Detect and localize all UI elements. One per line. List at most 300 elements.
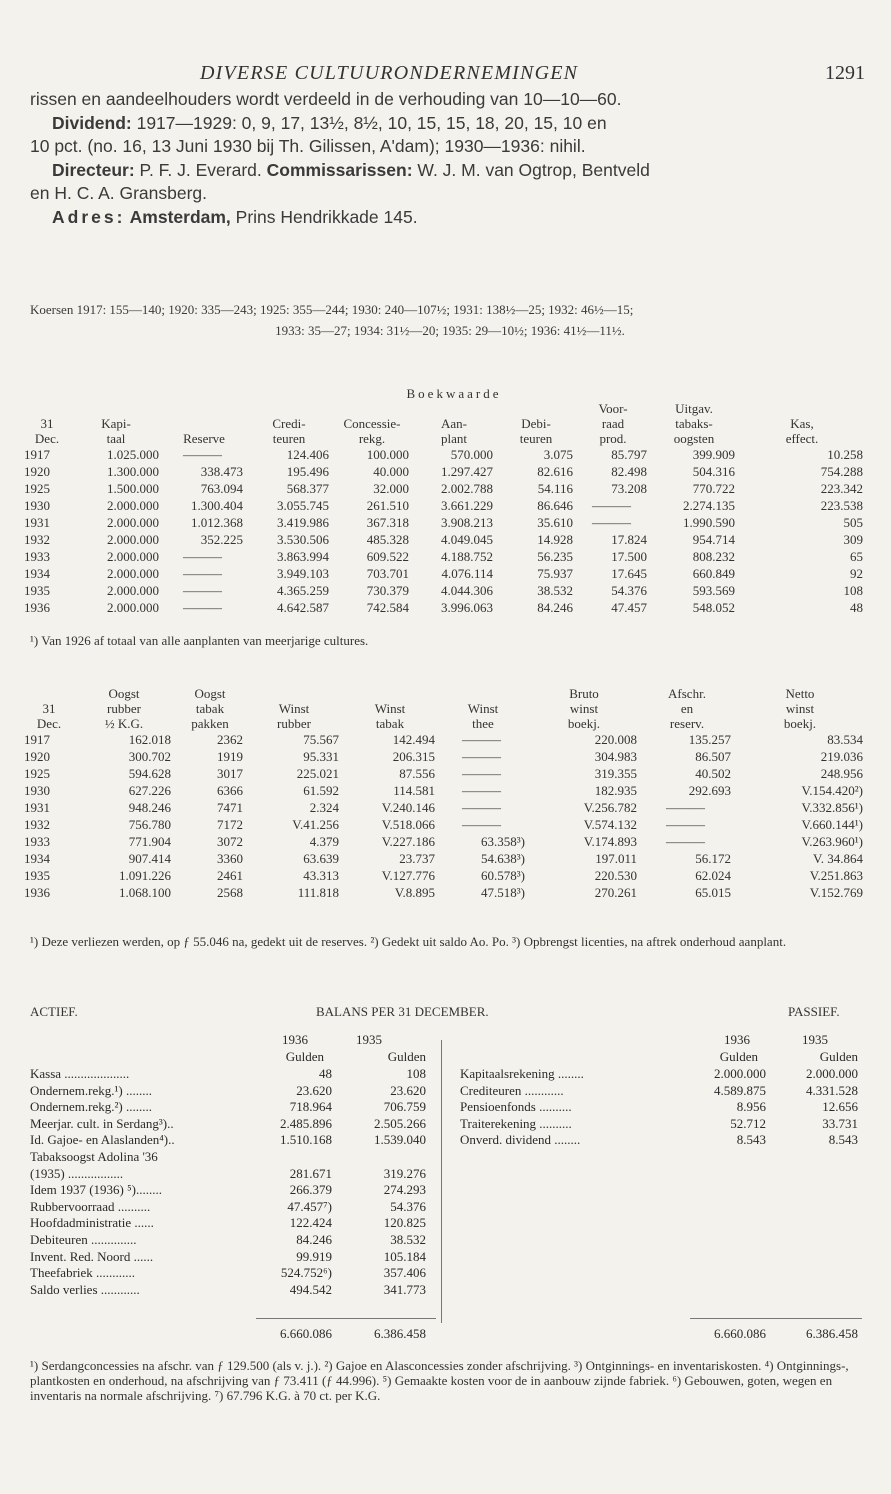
value-cell: 60.578³)	[481, 868, 525, 883]
value-cell: 83.534	[827, 732, 863, 747]
passief-item-1935: 8.543	[828, 1132, 858, 1148]
value-cell: V.154.420²)	[801, 783, 863, 798]
value-cell: 225.021	[296, 766, 339, 781]
management-line	[30, 159, 870, 183]
actief-item-1936: 84.246	[296, 1232, 332, 1247]
passief-label: PASSIEF.	[788, 1004, 840, 1019]
value-cell: 3.908.213	[441, 515, 493, 530]
value-cell: ———	[462, 800, 501, 815]
value-cell: 352.225	[200, 532, 243, 547]
value-cell: 65	[850, 549, 863, 564]
value-cell: 338.473	[200, 464, 243, 479]
actief-item-1935: 54.376	[390, 1198, 426, 1214]
value-cell: 309	[843, 532, 863, 547]
table-row	[24, 765, 866, 782]
value-cell: 40.502	[695, 766, 731, 781]
passief-item-1935: 4.331.528	[806, 1082, 858, 1098]
value-cell: 3017	[217, 766, 243, 781]
value-cell: 627.226	[128, 783, 171, 798]
actief-item-1936: 122.424	[289, 1215, 332, 1231]
actief-item-1936: 281.671	[289, 1165, 332, 1181]
year-cell: 1931	[24, 800, 50, 815]
actief-item-1936: 494.542	[289, 1281, 332, 1297]
passief-item-label: Kapitaalsrekening ........	[460, 1066, 584, 1081]
actief-item-1935: 274.293	[383, 1182, 426, 1198]
actief-item-label: Idem 1937 (1936) ⁵)........	[30, 1182, 162, 1198]
table-row	[24, 748, 866, 765]
actief-item-1935: 2.505.266	[374, 1115, 426, 1131]
value-cell: 2.000.000	[107, 549, 159, 564]
table-row	[24, 599, 866, 616]
table-row	[24, 884, 866, 901]
value-cell: 220.008	[594, 732, 637, 747]
value-cell: 40.000	[373, 464, 409, 479]
value-cell: 954.714	[692, 532, 735, 547]
value-cell: 14.928	[537, 532, 573, 547]
value-cell: V.8.895	[394, 885, 435, 900]
value-cell: V.227.186	[381, 834, 435, 849]
table-row	[24, 514, 866, 531]
actief-item-1936: 23.620	[296, 1082, 332, 1098]
value-cell: 1.300.000	[107, 464, 159, 479]
value-cell: 1.012.368	[191, 515, 243, 530]
value-cell: ———	[592, 515, 631, 530]
passief-item-1935: 12.656	[822, 1099, 858, 1115]
year-cell: 1930	[24, 498, 50, 513]
value-cell: V.332.856¹)	[801, 800, 863, 815]
actief-item-label: Debiteuren ..............	[30, 1232, 137, 1247]
value-cell: 609.522	[366, 549, 409, 564]
value-cell: 2.000.000	[107, 498, 159, 513]
boekwaarde-table	[24, 386, 866, 616]
dividend-label: Dividend:	[52, 112, 132, 133]
value-cell: 142.494	[392, 732, 435, 747]
value-cell: V.574.132	[583, 817, 637, 832]
table-row	[24, 446, 866, 463]
actief-item-1935: 319.276	[383, 1165, 426, 1181]
value-cell: ———	[666, 834, 705, 849]
value-cell: 47.518³)	[481, 885, 525, 900]
table-row	[24, 497, 866, 514]
value-cell: 92	[850, 566, 863, 581]
year-cell: 1935	[24, 583, 50, 598]
actief-item-label: Tabaksoogst Adolina '36	[30, 1149, 158, 1164]
table1-header-1: Kapi- taal	[101, 416, 131, 446]
value-cell: 4.365.259	[277, 583, 329, 598]
table-row	[24, 731, 866, 748]
passief-unit-1935: Gulden	[819, 1049, 858, 1064]
year-cell: 1934	[24, 566, 50, 581]
table2-header-7: Afschr. en reserv.	[668, 686, 706, 731]
value-cell: 219.036	[820, 749, 863, 764]
value-cell: ———	[592, 498, 631, 513]
value-cell: V.152.769	[809, 885, 863, 900]
actief-item-1936: 99.919	[296, 1248, 332, 1264]
value-cell: V.660.144¹)	[801, 817, 863, 832]
passief-total-rule	[690, 1318, 862, 1319]
value-cell: 270.261	[594, 885, 637, 900]
value-cell: 82.498	[611, 464, 647, 479]
value-cell: 4.076.114	[441, 566, 493, 581]
value-cell: 1.025.000	[107, 447, 159, 462]
value-cell: 594.628	[128, 766, 171, 781]
value-cell: 1.297.427	[441, 464, 493, 479]
value-cell: ———	[183, 566, 222, 581]
boekwaarde-group-row	[24, 386, 866, 401]
table1-header-4: Concessie- rekg.	[343, 416, 401, 446]
actief-item-1936: 48	[319, 1066, 332, 1081]
table-row	[24, 463, 866, 480]
value-cell: 85.797	[611, 447, 647, 462]
table1-header-6: Debi- teuren	[519, 416, 553, 446]
value-cell: 1.068.100	[119, 885, 171, 900]
table2-header-row	[24, 686, 866, 731]
passief-item-1935: 2.000.000	[806, 1066, 858, 1081]
value-cell: 43.313	[303, 868, 339, 883]
value-cell: V.174.893	[583, 834, 637, 849]
table-row	[24, 582, 866, 599]
table1-header-3: Credi- teuren	[272, 416, 306, 446]
value-cell: 95.331	[303, 749, 339, 764]
table-row	[24, 565, 866, 582]
dividend-text: 1917—1929: 0, 9, 17, 13½, 8½, 10, 15, 15, 18, 20, 15, 10 en	[131, 112, 607, 133]
table1-header-2: Reserve	[183, 431, 225, 446]
table2-header-0: 31 Dec.	[36, 701, 62, 731]
table2-header-6: Bruto winst boekj.	[567, 686, 601, 731]
passief-year-1936: 1936	[724, 1032, 750, 1047]
table2-header-2: Oogst tabak pakken	[191, 686, 229, 731]
table-row	[24, 850, 866, 867]
table-row	[24, 816, 866, 833]
actief-item-label: Kassa ....................	[30, 1066, 130, 1081]
value-cell: 63.358³)	[481, 834, 525, 849]
value-cell: 82.616	[537, 464, 573, 479]
value-cell: 65.015	[695, 885, 731, 900]
winst-table	[24, 686, 866, 901]
value-cell: 35.610	[537, 515, 573, 530]
value-cell: 54.376	[611, 583, 647, 598]
value-cell: 2.274.135	[683, 498, 735, 513]
value-cell: 32.000	[373, 481, 409, 496]
commissarissen-label: Commissarissen:	[266, 159, 413, 180]
profit-distribution-line: rissen en aandeelhouders wordt verdeeld in de verhouding van 10—10—60.	[30, 89, 622, 109]
value-cell: 135.257	[688, 732, 731, 747]
year-cell: 1925	[24, 481, 50, 496]
value-cell: 730.379	[366, 583, 409, 598]
passief-unit-1936: Gulden	[719, 1049, 758, 1064]
value-cell: 2.000.000	[107, 515, 159, 530]
table2-header-8: Netto winst boekj.	[783, 686, 817, 731]
balans-footnote: ¹) Serdangconcessies na afschr. van ƒ 129.500 (als v. j.). ²) Gajoe en Alasconcessies zonder afschrijving. ³) Ontginnings- en inventariskosten. ⁴) Ontginnings-, plantkosten en onderhoud, na afschrijving van ƒ 73.411 (ƒ 44.996). ⁵) Gemaakte kosten voor de in aanbouw zijnde fabriek. ⁶) Gebouwen, goten, wegen en inventaris na normale afschrijving. ⁷) 67.796 K.G. à 70 ct. per K.G.	[30, 1358, 849, 1403]
value-cell: 87.556	[399, 766, 435, 781]
year-cell: 1917	[24, 732, 50, 747]
year-cell: 1934	[24, 851, 50, 866]
value-cell: 223.342	[820, 481, 863, 496]
value-cell: 17.824	[611, 532, 647, 547]
value-cell: 206.315	[392, 749, 435, 764]
value-cell: 124.406	[286, 447, 329, 462]
actief-item-1936: 718.964	[289, 1099, 332, 1115]
value-cell: V. 34.864	[813, 851, 863, 866]
value-cell: 108	[843, 583, 863, 598]
value-cell: 111.818	[297, 885, 339, 900]
table1-header-9: Kas, effect.	[785, 416, 819, 446]
value-cell: 319.355	[594, 766, 637, 781]
value-cell: 62.024	[695, 868, 731, 883]
value-cell: 75.937	[537, 566, 573, 581]
year-cell: 1933	[24, 834, 50, 849]
value-cell: 548.052	[692, 600, 735, 615]
value-cell: V.41.256	[292, 817, 339, 832]
value-cell: 6366	[217, 783, 243, 798]
value-cell: 2461	[217, 868, 243, 883]
value-cell: 23.737	[399, 851, 435, 866]
value-cell: 182.935	[594, 783, 637, 798]
address-line	[30, 206, 870, 230]
actief-item-1936: 266.379	[289, 1182, 332, 1198]
year-cell: 1920	[24, 749, 50, 764]
passief-total-1936: 6.660.086	[714, 1326, 766, 1341]
table-row	[24, 548, 866, 565]
value-cell: 1.500.000	[107, 481, 159, 496]
value-cell: 56.172	[695, 851, 731, 866]
actief-item-label: Invent. Red. Noord ......	[30, 1248, 154, 1264]
value-cell: ———	[183, 447, 222, 462]
value-cell: 3.419.986	[277, 515, 329, 530]
value-cell: 4.379	[309, 834, 339, 849]
value-cell: 593.569	[692, 583, 735, 598]
value-cell: 86.507	[695, 749, 731, 764]
actief-item-label: Rubbervoorraad ..........	[30, 1198, 151, 1214]
value-cell: 4.188.752	[441, 549, 493, 564]
value-cell: 7172	[217, 817, 243, 832]
table1-footnote: ¹) Van 1926 af totaal van alle aanplanten van meerjarige cultures.	[30, 633, 369, 648]
boekwaarde-group-header: Boekwaarde	[406, 386, 502, 401]
actief-item-1935: 357.406	[383, 1265, 426, 1281]
actief-item-1936: 524.752⁶)	[280, 1265, 332, 1281]
value-cell: 73.208	[611, 481, 647, 496]
value-cell: 4.044.306	[441, 583, 493, 598]
dividend-line	[30, 112, 870, 136]
value-cell: 3360	[217, 851, 243, 866]
value-cell: 304.983	[594, 749, 637, 764]
value-cell: 75.567	[303, 732, 339, 747]
value-cell: 63.639	[303, 851, 339, 866]
value-cell: 54.638³)	[481, 851, 525, 866]
commissarissen-names: W. J. M. van Ogtrop, Bentveld	[412, 159, 650, 180]
value-cell: 771.904	[128, 834, 171, 849]
koersen-line-1: Koersen 1917: 155—140; 1920: 335—243; 1925: 355—244; 1930: 240—107½; 1931: 138½—25; 1932: 46½—15;	[30, 302, 634, 317]
table2-header-1: Oogst rubber ½ K.G.	[104, 686, 144, 731]
adres-city: Amsterdam,	[125, 206, 231, 227]
value-cell: 248.956	[820, 766, 863, 781]
value-cell: 54.116	[537, 481, 573, 496]
koersen-line-2: 1933: 35—27; 1934: 31½—20; 1935: 29—10½; 1936: 41½—11½.	[275, 323, 625, 338]
value-cell: 300.702	[128, 749, 171, 764]
value-cell: 220.530	[594, 868, 637, 883]
actief-total-1936: 6.660.086	[280, 1326, 332, 1341]
value-cell: ———	[183, 600, 222, 615]
table2-header-3: Winst rubber	[277, 701, 311, 731]
actief-item-1935: 23.620	[390, 1082, 426, 1098]
balans-title: BALANS PER 31 DECEMBER.	[316, 1004, 489, 1019]
actief-year-1935: 1935	[356, 1032, 382, 1047]
passief-item-label: Traiterekening ..........	[460, 1115, 572, 1131]
value-cell: 195.496	[286, 464, 329, 479]
actief-item-label: Theefabriek ............	[30, 1265, 136, 1281]
value-cell: 1.091.226	[119, 868, 171, 883]
value-cell: 3.055.745	[277, 498, 329, 513]
table-row	[24, 531, 866, 548]
actief-item-label: Ondernem.rekg.²) ........	[30, 1099, 152, 1115]
value-cell: 399.909	[692, 447, 735, 462]
year-cell: 1925	[24, 766, 50, 781]
value-cell: 3.075	[543, 447, 573, 462]
commissarissen-line-2: en H. C. A. Gransberg.	[30, 183, 208, 203]
value-cell: 2.000.000	[107, 532, 159, 547]
value-cell: 568.377	[286, 481, 329, 496]
actief-year-1936: 1936	[282, 1032, 308, 1047]
balance-divider	[441, 1040, 442, 1323]
value-cell: 4.049.045	[441, 532, 493, 547]
passief-total-1935: 6.386.458	[806, 1326, 858, 1341]
value-cell: 56.235	[537, 549, 573, 564]
value-cell: 948.246	[128, 800, 171, 815]
actief-item-1936: 2.485.896	[280, 1115, 332, 1131]
value-cell: V.251.863	[809, 868, 863, 883]
value-cell: 907.414	[128, 851, 171, 866]
value-cell: 84.246	[537, 600, 573, 615]
value-cell: 485.328	[366, 532, 409, 547]
actief-item-1936: 47.457⁷)	[287, 1198, 332, 1214]
passief-item-1935: 33.731	[822, 1115, 858, 1131]
value-cell: ———	[183, 549, 222, 564]
value-cell: V.256.782	[583, 800, 637, 815]
table1-body	[24, 446, 866, 616]
actief-item-1935: 1.539.040	[374, 1132, 426, 1148]
value-cell: 763.094	[200, 481, 243, 496]
value-cell: V.127.776	[381, 868, 435, 883]
table-row	[24, 867, 866, 884]
value-cell: ———	[666, 817, 705, 832]
actief-item-label: (1935) .................	[30, 1165, 124, 1181]
table-row	[24, 480, 866, 497]
year-cell: 1933	[24, 549, 50, 564]
adres-street: Prins Hendrikkade 145.	[230, 206, 418, 227]
actief-unit-1936: Gulden	[285, 1049, 324, 1064]
actief-item-label: Id. Gajoe- en Alaslanden⁴)..	[30, 1132, 175, 1148]
value-cell: 7471	[217, 800, 243, 815]
directeur-name: P. F. J. Everard.	[134, 159, 267, 180]
actief-label: ACTIEF.	[30, 1004, 78, 1019]
table2-body	[24, 731, 866, 901]
actief-item-1935: 706.759	[383, 1099, 426, 1115]
value-cell: 2.000.000	[107, 566, 159, 581]
actief-item-1935: 120.825	[383, 1215, 426, 1231]
value-cell: 3.996.063	[441, 600, 493, 615]
table-row	[24, 833, 866, 850]
value-cell: 2.000.000	[107, 583, 159, 598]
passief-item-label: Onverd. dividend ........	[460, 1132, 581, 1148]
value-cell: 3.863.994	[277, 549, 329, 564]
table1-header-7: Voor- raad prod.	[598, 401, 628, 446]
value-cell: 2.002.788	[441, 481, 493, 496]
passief-year-1935: 1935	[802, 1032, 828, 1047]
value-cell: V.240.146	[381, 800, 435, 815]
actief-item-label: Meerjar. cult. in Serdang³)..	[30, 1115, 174, 1131]
table2-header-5: Winst thee	[467, 701, 499, 731]
actief-item-label: Saldo verlies ............	[30, 1281, 140, 1297]
year-cell: 1932	[24, 532, 50, 547]
value-cell: 2.324	[309, 800, 339, 815]
value-cell: 17.645	[611, 566, 647, 581]
value-cell: 100.000	[366, 447, 409, 462]
dividend-line-2: 10 pct. (no. 16, 13 Juni 1930 bij Th. Gilissen, A'dam); 1930—1936: nihil.	[30, 136, 586, 156]
value-cell: V.518.066	[381, 817, 435, 832]
value-cell: 223.538	[820, 498, 863, 513]
value-cell: 703.701	[366, 566, 409, 581]
value-cell: ———	[183, 583, 222, 598]
actief-item-1935: 105.184	[383, 1248, 426, 1264]
passief-item-1936: 8.956	[736, 1099, 766, 1115]
year-cell: 1930	[24, 783, 50, 798]
value-cell: 48	[850, 600, 863, 615]
value-cell: 197.011	[595, 851, 637, 866]
table2-footnote: ¹) Deze verliezen werden, op ƒ 55.046 na, gedekt uit de reserves. ²) Gedekt uit saldo Ao. Po. ³) Opbrengst licenties, na aftrek onderhoud aanplant.	[30, 934, 787, 949]
passief-item-label: Crediteuren ............	[460, 1082, 564, 1098]
year-cell: 1931	[24, 515, 50, 530]
value-cell: ———	[666, 800, 705, 815]
value-cell: 10.258	[827, 447, 863, 462]
value-cell: 3.661.229	[441, 498, 493, 513]
passief-item-1936: 2.000.000	[714, 1066, 766, 1081]
value-cell: 61.592	[303, 783, 339, 798]
value-cell: ———	[462, 783, 501, 798]
value-cell: 756.780	[128, 817, 171, 832]
value-cell: 2.000.000	[107, 600, 159, 615]
value-cell: 17.500	[611, 549, 647, 564]
value-cell: ———	[462, 749, 501, 764]
actief-item-1935: 341.773	[383, 1281, 426, 1297]
value-cell: ———	[462, 732, 501, 747]
value-cell: ———	[462, 817, 501, 832]
value-cell: 505	[843, 515, 863, 530]
table1-header-5: Aan- plant	[441, 416, 467, 446]
value-cell: 261.510	[366, 498, 409, 513]
actief-item-1935: 108	[406, 1066, 426, 1081]
value-cell: ———	[462, 766, 501, 781]
value-cell: 3.949.103	[277, 566, 329, 581]
adres-label: Adres:	[52, 206, 126, 227]
passief-item-1936: 4.589.875	[714, 1082, 766, 1098]
value-cell: 3.530.506	[277, 532, 329, 547]
directeur-label: Directeur:	[52, 159, 135, 180]
table1-header-0: 31 Dec.	[34, 416, 60, 446]
value-cell: 1.300.404	[191, 498, 243, 513]
table1-header-8: Uitgav. tabaks- oogsten	[673, 401, 715, 446]
value-cell: 2568	[217, 885, 243, 900]
table-row	[24, 782, 866, 799]
year-cell: 1935	[24, 868, 50, 883]
value-cell: 2362	[217, 732, 243, 747]
passief-item-1936: 52.712	[730, 1115, 766, 1131]
value-cell: 570.000	[450, 447, 493, 462]
year-cell: 1932	[24, 817, 50, 832]
value-cell: 114.581	[393, 783, 435, 798]
value-cell: 742.584	[366, 600, 409, 615]
actief-item-1936: 1.510.168	[280, 1132, 332, 1148]
value-cell: 4.642.587	[277, 600, 329, 615]
